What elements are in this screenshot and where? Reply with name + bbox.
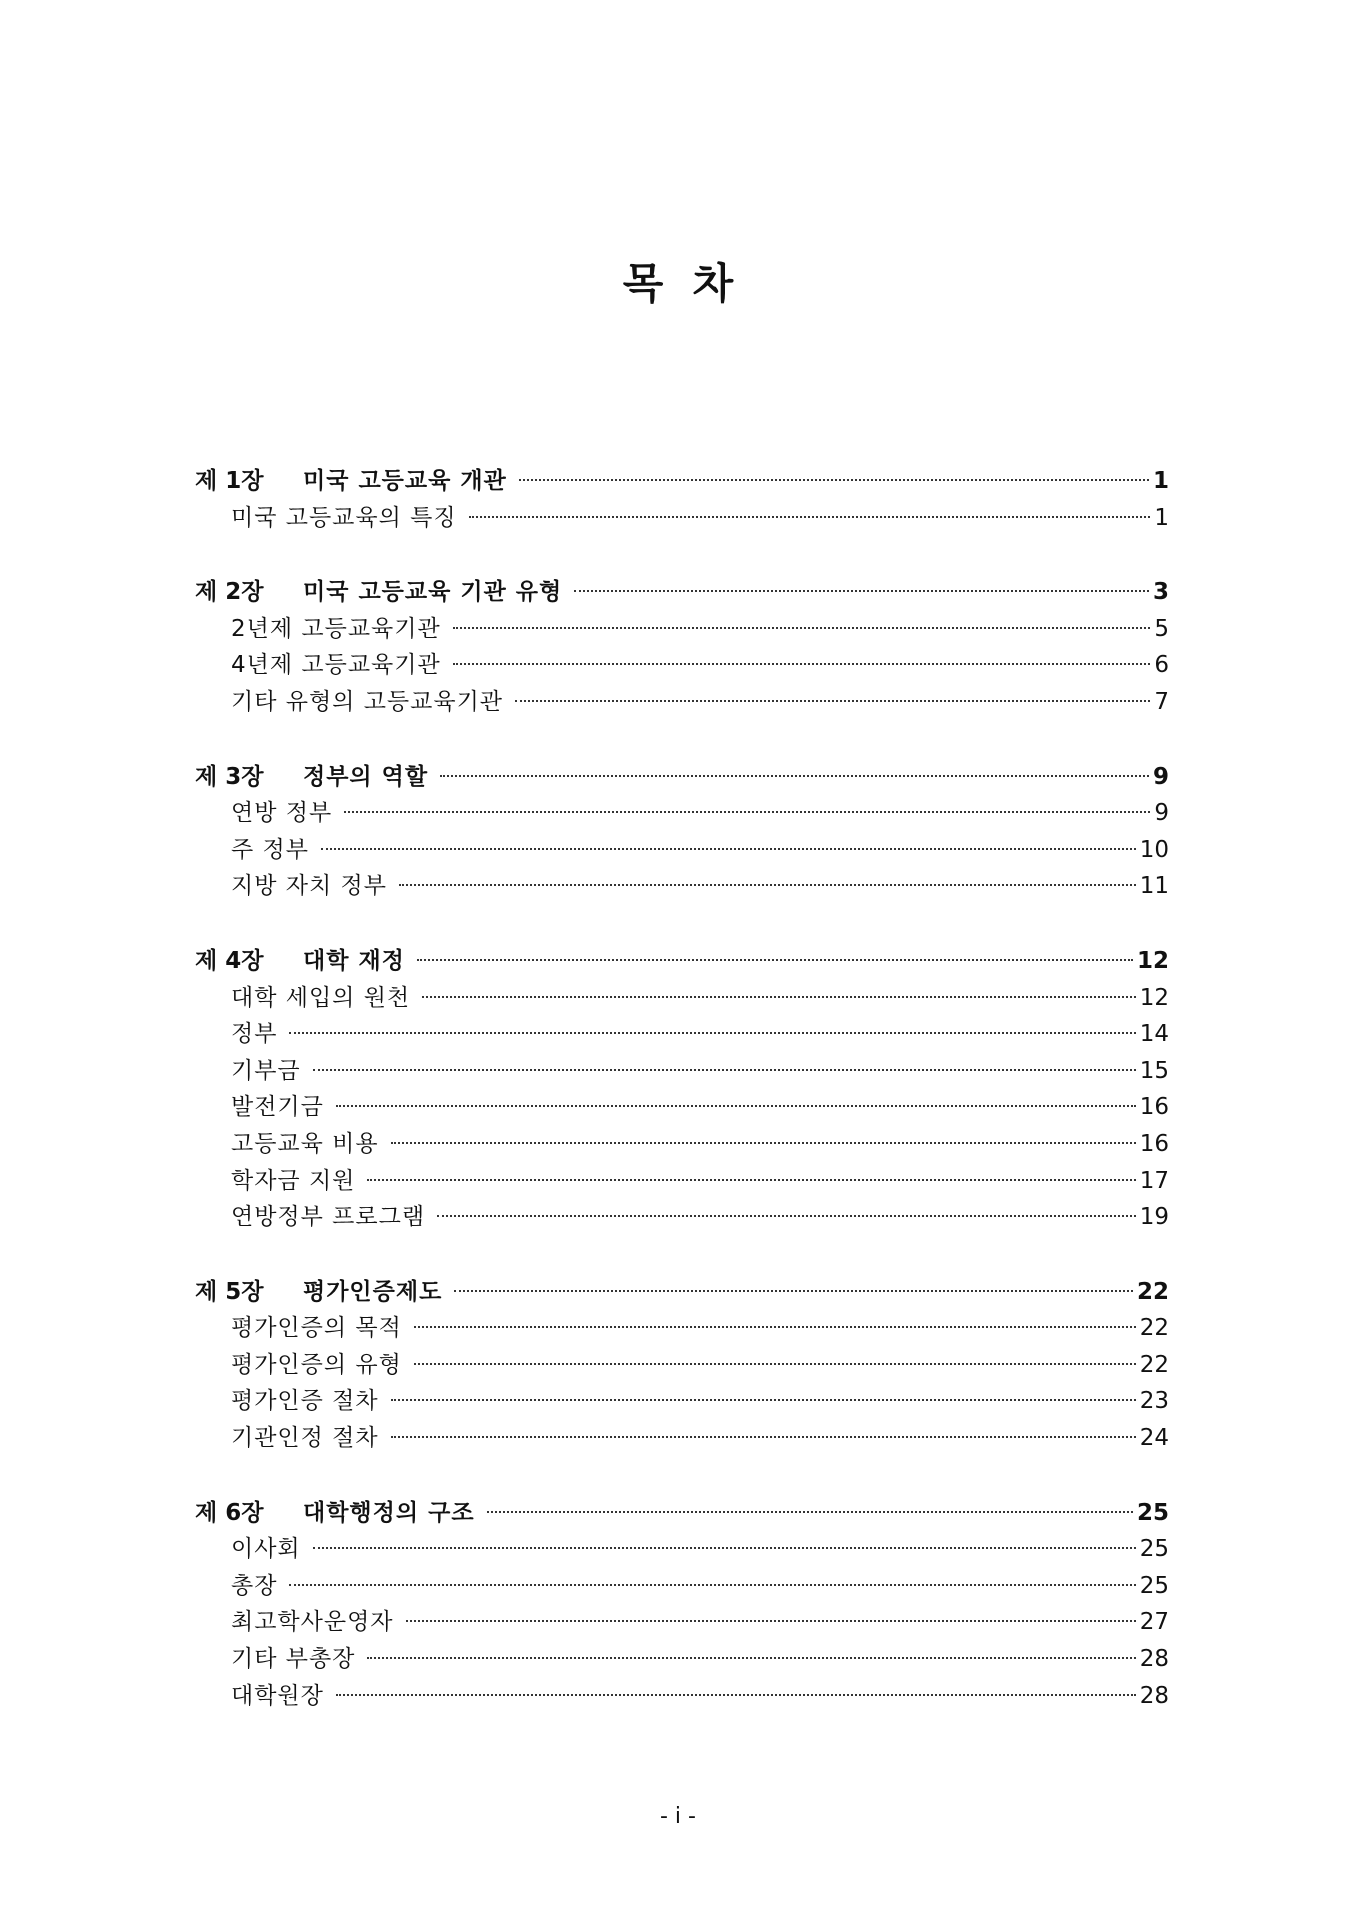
section-title: 평가인증의 유형 — [231, 1351, 402, 1378]
chapter-block — [195, 574, 1169, 720]
toc-section-entry — [195, 1641, 1169, 1678]
section-page-number: 11 — [1139, 873, 1169, 900]
toc-section-entry — [195, 611, 1169, 648]
toc-section-entry — [195, 1163, 1169, 1200]
chapter-title: 대학행정의 구조 — [303, 1499, 475, 1526]
page-title: 목 차 — [622, 259, 734, 308]
section-page-number: 9 — [1154, 800, 1169, 827]
dot-leader — [336, 1105, 1136, 1107]
section-title: 고등교육 비용 — [231, 1130, 379, 1157]
chapter-block — [195, 1274, 1169, 1457]
dot-leader — [487, 1511, 1133, 1513]
chapter-number: 제 6장 — [195, 1499, 264, 1526]
section-title: 대학원장 — [231, 1682, 324, 1709]
chapter-block — [195, 759, 1169, 905]
chapter-page-number: 1 — [1152, 468, 1169, 494]
dot-leader — [406, 1620, 1136, 1622]
dot-leader — [289, 1584, 1135, 1586]
section-page-number: 19 — [1139, 1204, 1169, 1231]
chapter-number: 제 2장 — [195, 579, 264, 606]
chapter-page-number: 9 — [1152, 763, 1169, 790]
dot-leader — [367, 1179, 1135, 1181]
dot-leader — [454, 1290, 1133, 1292]
toc-section-entry — [195, 1126, 1169, 1163]
table-of-contents — [195, 463, 1169, 1752]
section-page-number: 25 — [1139, 1536, 1169, 1563]
toc-section-entry — [195, 1531, 1169, 1568]
section-page-number: 16 — [1139, 1130, 1169, 1157]
dot-leader — [399, 884, 1136, 886]
chapter-number: 제 3장 — [195, 763, 264, 790]
section-page-number: 6 — [1154, 652, 1169, 679]
dot-leader — [519, 479, 1149, 481]
section-title: 주 정부 — [231, 836, 309, 863]
toc-section-entry — [195, 1347, 1169, 1384]
chapter-block — [195, 1495, 1169, 1715]
toc-section-entry — [195, 980, 1169, 1017]
toc-section-entry — [195, 1604, 1169, 1641]
section-page-number: 24 — [1139, 1425, 1169, 1452]
dot-leader — [440, 775, 1149, 777]
section-title: 정부 — [231, 1021, 278, 1048]
toc-chapter-entry — [195, 1495, 1169, 1532]
toc-section-entry — [195, 1016, 1169, 1053]
section-page-number: 12 — [1139, 984, 1169, 1011]
page-number-footer: - i - — [660, 1804, 696, 1829]
dot-leader — [574, 590, 1149, 592]
section-title: 기관인정 절차 — [231, 1425, 379, 1452]
section-title: 지방 자치 정부 — [231, 873, 387, 900]
dot-leader — [391, 1436, 1136, 1438]
dot-leader — [344, 811, 1150, 813]
chapter-block — [195, 463, 1169, 536]
section-title: 기부금 — [231, 1057, 301, 1084]
dot-leader — [367, 1657, 1135, 1659]
dot-leader — [391, 1399, 1136, 1401]
chapter-number: 제 1장 — [195, 468, 264, 494]
dot-leader — [453, 663, 1151, 665]
section-title: 기타 유형의 고등교육기관 — [231, 688, 504, 715]
section-page-number: 1 — [1154, 504, 1169, 531]
section-page-number: 15 — [1139, 1057, 1169, 1084]
section-title: 기타 부총장 — [231, 1646, 356, 1673]
section-page-number: 17 — [1139, 1167, 1169, 1194]
section-title: 평가인증의 목적 — [231, 1315, 402, 1342]
section-title: 대학 세입의 원천 — [231, 984, 411, 1011]
chapter-title: 미국 고등교육 개관 — [303, 468, 507, 494]
section-page-number: 14 — [1139, 1021, 1169, 1048]
chapter-number: 제 4장 — [195, 947, 264, 974]
section-page-number: 27 — [1139, 1609, 1169, 1636]
dot-leader — [453, 627, 1151, 629]
toc-section-entry — [195, 1568, 1169, 1605]
section-page-number: 5 — [1154, 615, 1169, 642]
dot-leader — [391, 1142, 1136, 1144]
section-title: 이사회 — [231, 1536, 301, 1563]
toc-section-entry — [195, 1053, 1169, 1090]
toc-section-entry — [195, 1383, 1169, 1420]
toc-section-entry — [195, 1089, 1169, 1126]
dot-leader — [321, 848, 1136, 850]
section-title: 발전기금 — [231, 1094, 324, 1121]
toc-section-entry — [195, 500, 1169, 537]
chapter-page-number: 12 — [1136, 947, 1169, 974]
dot-leader — [422, 996, 1136, 998]
section-title: 총장 — [231, 1572, 278, 1599]
chapter-page-number: 25 — [1136, 1499, 1169, 1526]
chapter-number: 제 5장 — [195, 1278, 264, 1305]
section-title: 평가인증 절차 — [231, 1388, 379, 1415]
toc-section-entry — [195, 832, 1169, 869]
chapter-block — [195, 943, 1169, 1236]
section-page-number: 7 — [1154, 688, 1169, 715]
section-page-number: 22 — [1139, 1315, 1169, 1342]
chapter-title: 정부의 역할 — [303, 763, 429, 790]
section-page-number: 28 — [1139, 1682, 1169, 1709]
section-page-number: 22 — [1139, 1351, 1169, 1378]
toc-chapter-entry — [195, 943, 1169, 980]
toc-section-entry — [195, 1199, 1169, 1236]
section-title: 학자금 지원 — [231, 1167, 356, 1194]
toc-chapter-entry — [195, 574, 1169, 611]
chapter-title: 평가인증제도 — [303, 1278, 443, 1305]
section-title: 4년제 고등교육기관 — [231, 652, 441, 679]
chapter-page-number: 3 — [1152, 579, 1169, 606]
section-title: 미국 고등교육의 특징 — [231, 504, 457, 531]
section-title: 2년제 고등교육기관 — [231, 615, 441, 642]
toc-section-entry — [195, 1420, 1169, 1457]
section-page-number: 10 — [1139, 836, 1169, 863]
dot-leader — [313, 1069, 1136, 1071]
dot-leader — [289, 1032, 1135, 1034]
section-page-number: 25 — [1139, 1572, 1169, 1599]
chapter-page-number: 22 — [1136, 1278, 1169, 1305]
toc-section-entry — [195, 868, 1169, 905]
section-title: 연방 정부 — [231, 800, 333, 827]
toc-chapter-entry — [195, 463, 1169, 500]
toc-chapter-entry — [195, 1274, 1169, 1311]
toc-section-entry — [195, 1678, 1169, 1715]
toc-section-entry — [195, 1310, 1169, 1347]
section-title: 연방정부 프로그램 — [231, 1204, 426, 1231]
toc-chapter-entry — [195, 759, 1169, 796]
chapter-title: 대학 재정 — [303, 947, 405, 974]
dot-leader — [414, 1326, 1136, 1328]
chapter-title: 미국 고등교육 기관 유형 — [303, 579, 563, 606]
toc-section-entry — [195, 647, 1169, 684]
section-page-number: 16 — [1139, 1094, 1169, 1121]
dot-leader — [336, 1694, 1136, 1696]
toc-section-entry — [195, 684, 1169, 721]
dot-leader — [414, 1363, 1136, 1365]
section-title: 최고학사운영자 — [231, 1609, 394, 1636]
dot-leader — [313, 1547, 1136, 1549]
section-page-number: 23 — [1139, 1388, 1169, 1415]
dot-leader — [469, 516, 1151, 518]
toc-section-entry — [195, 795, 1169, 832]
dot-leader — [417, 959, 1133, 961]
dot-leader — [515, 700, 1150, 702]
section-page-number: 28 — [1139, 1646, 1169, 1673]
dot-leader — [437, 1215, 1136, 1217]
